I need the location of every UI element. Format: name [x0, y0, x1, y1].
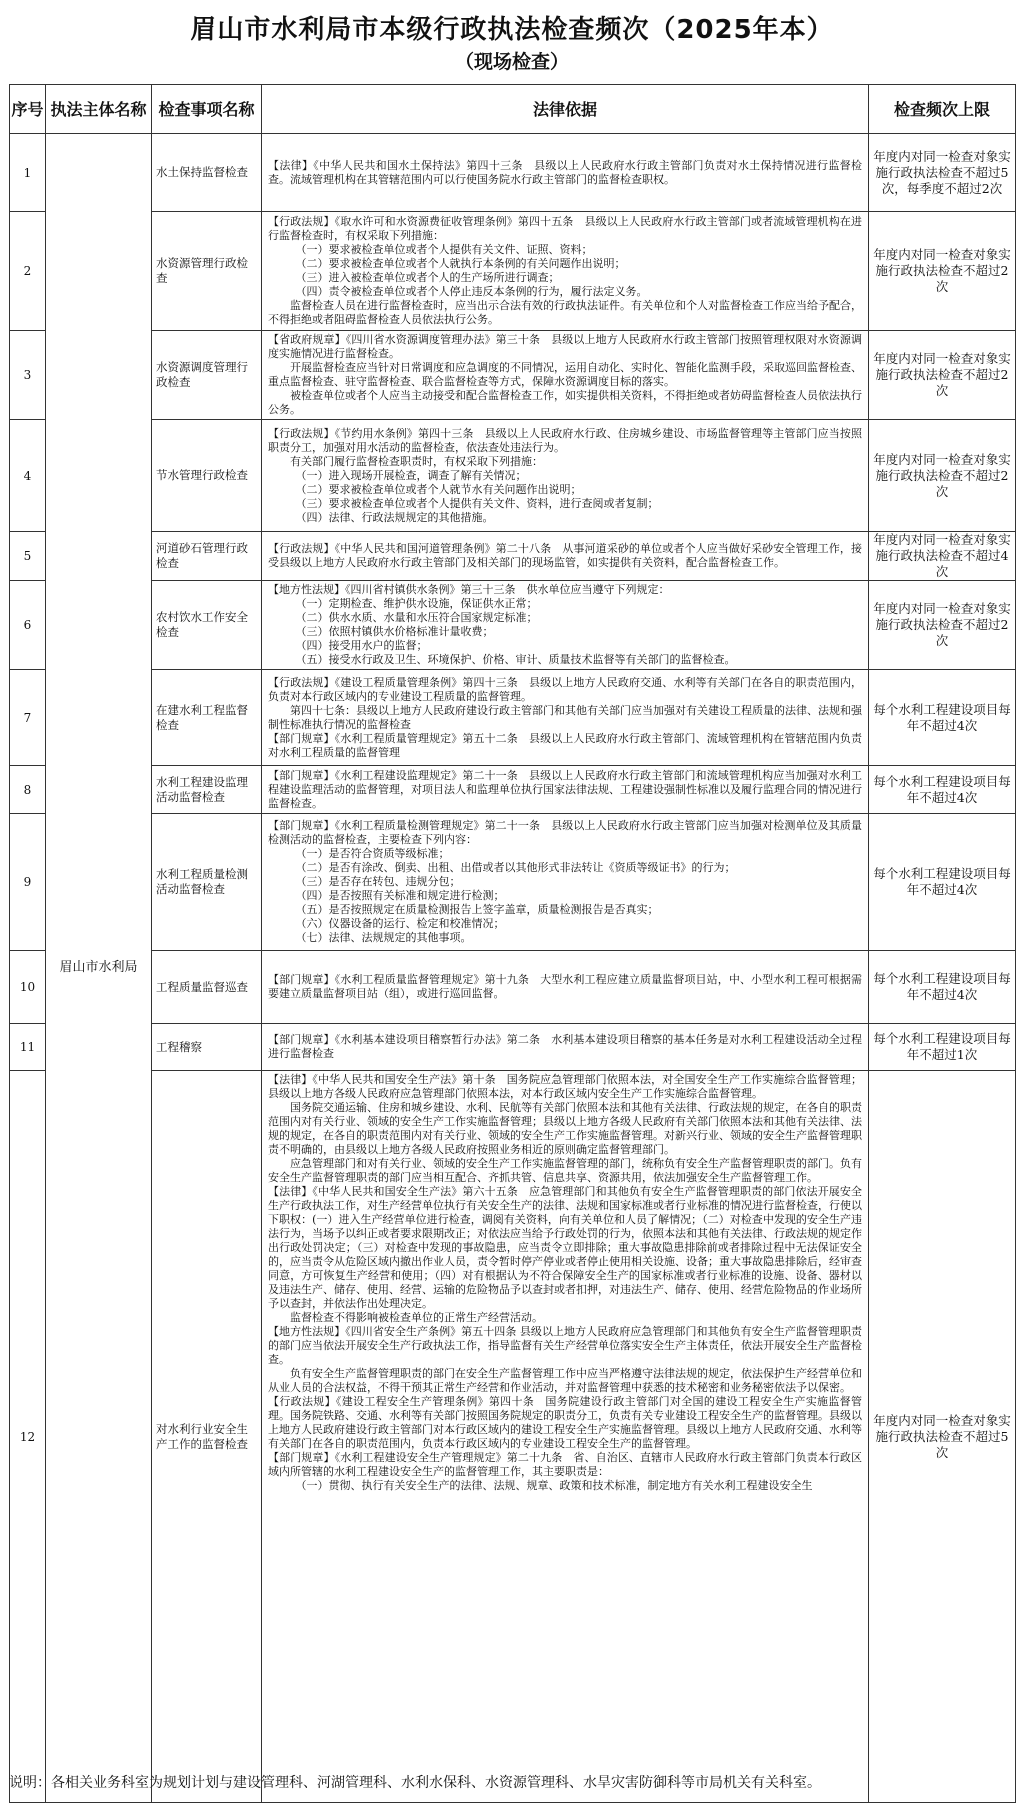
legal-basis-paragraph: （四）责令被检查单位或者个人停止违反本条例的行为，履行法定义务。: [295, 285, 648, 298]
table-row: [10, 134, 1016, 212]
header-freq: 检查频次上限: [869, 85, 1016, 134]
legal-basis-paragraph: 【法律】《中华人民共和国安全生产法》第六十五条 应急管理部门和其他负有安全生产监督管理职责的部门依法开展安全生产行政执法工作，对生产经营单位执行有关安全生产的法律、法规和国家标准或者行业标准的情况进行监督检查，行使以下职权：(一）进入生产经营单位进行检查，调阅有关资料，向有关单位和人员了解情况；（二）对检查中发现的安全生产违法行为，当场予以纠正或者要求限期改正；对依法应当给予行政处罚的行为，依照本法和其他有关法律、行政法规的规定作出行政处罚决定；（三）对检查中发现的事故隐患，应当责令立即排除；重大事故隐患排除前或者排除过程中无法保证安全的，应当责令从危险区域内撤出作业人员，责令暂时停产停业或者停止使用相关设施、设备；重大事故隐患排除后，经审查同意，方可恢复生产经营和使用；（四）对有根据认为不符合保障安全生产的国家标准或者行业标准的设施、设备、器材以及违法生产、储存、使用、经营、运输的危险物品予以查封或者扣押，对违法生产、储存、使用、经营危险物品的作业场所予以查封，并依法作出处理决定。: [268, 1185, 862, 1310]
legal-basis: [262, 670, 869, 766]
legal-basis: [262, 766, 869, 814]
legal-basis-paragraph: （二）要求被检查单位或者个人就节水有关问题作出说明；: [295, 482, 582, 496]
inspection-item: 水资源管理行政检查: [152, 212, 262, 331]
table-header-row: [10, 85, 1016, 134]
legal-basis-paragraph: （三）依照村镇供水价格标准计量收费；: [295, 625, 494, 638]
inspection-item: 水利工程质量检测活动监督检查: [152, 814, 262, 951]
inspection-frequency: 每个水利工程建设项目每年不超过4次: [869, 766, 1016, 814]
document-sheet: [9, 12, 1015, 1803]
legal-basis: [262, 1071, 869, 1803]
legal-basis-paragraph: （一）定期检查、维护供水设施，保证供水正常；: [295, 597, 538, 610]
inspection-item: 水土保持监督检查: [152, 134, 262, 212]
table-row: [10, 331, 1016, 420]
legal-basis-paragraph: 【行政法规】《取水许可和水资源费征收管理条例》第四十五条 县级以上人民政府水行政主管部门或者流域管理机构在进行监督检查时，有权采取下列措施：: [268, 215, 862, 242]
legal-basis-paragraph: （四）是否按照有关标准和规定进行检测；: [295, 889, 505, 902]
row-number: 12: [10, 1071, 46, 1803]
legal-basis: [262, 951, 869, 1024]
table-row: [10, 670, 1016, 766]
table-row: [10, 420, 1016, 532]
legal-basis-paragraph: （四）接受用水户的监督；: [295, 639, 428, 652]
row-number: 10: [10, 951, 46, 1024]
inspection-frequency: 年度内对同一检查对象实施行政执法检查不超过2次: [869, 212, 1016, 331]
inspection-item: 水利工程建设监理活动监督检查: [152, 766, 262, 814]
inspection-frequency: 年度内对同一检查对象实施行政执法检查不超过2次: [869, 581, 1016, 670]
inspection-item: 工程稽察: [152, 1024, 262, 1071]
inspection-item: 工程质量监督巡查: [152, 951, 262, 1024]
inspection-frequency: 年度内对同一检查对象实施行政执法检查不超过2次: [869, 420, 1016, 532]
row-number: 3: [10, 331, 46, 420]
header-no: 序号: [10, 85, 46, 134]
legal-basis-paragraph: 被检查单位或者个人应当主动接受和配合监督检查工作，如实提供相关资料，不得拒绝或者妨碍监督检查人员依法执行公务。: [268, 389, 862, 416]
table-body: [10, 134, 1016, 1803]
inspection-item: 水资源调度管理行政检查: [152, 331, 262, 420]
row-number: 11: [10, 1024, 46, 1071]
legal-basis-paragraph: 监督检查人员在进行监督检查时，应当出示合法有效的行政执法证件。有关单位和个人对监督检查工作应当给予配合，不得拒绝或者阻碍监督检查人员依法执行公务。: [268, 299, 862, 326]
legal-basis-paragraph: 国务院交通运输、住房和城乡建设、水利、民航等有关部门依照本法和其他有关法律、行政法规的规定，在各自的职责范围内对有关行业、领域的安全生产工作实施监督管理；县级以上地方各级人民政府有关部门依照本法和其他有关法律、法规的规定，在各自的职责范围内对有关行业、领域的安全生产工作实施监督管理。对新兴行业、领域的安全生产监督管理职责不明确的，由县级以上地方各级人民政府按照业务相近的原则确定监督管理部门。: [268, 1101, 862, 1156]
inspection-frequency: 年度内对同一检查对象实施行政执法检查不超过5次: [869, 1071, 1016, 1803]
legal-basis: [262, 1024, 869, 1071]
legal-basis-paragraph: （一）进入现场开展检查，调查了解有关情况；: [295, 468, 527, 482]
legal-basis-paragraph: 【部门规章】《水利工程建设监理规定》第二十一条 县级以上人民政府水行政主管部门和流域管理机构应当加强对水利工程建设监理活动的监督管理，对项目法人和监理单位执行国家法律法规、工程建设强制性标准以及履行监理合同的情况进行监督检查。: [268, 768, 862, 810]
row-number: 2: [10, 212, 46, 331]
table-row: [10, 212, 1016, 331]
inspection-item: 河道砂石管理行政检查: [152, 532, 262, 581]
inspection-table: [9, 84, 1016, 1803]
table-row: [10, 1024, 1016, 1071]
legal-basis-paragraph: （二）是否有涂改、倒卖、出租、出借或者以其他形式非法转让《资质等级证书》的行为；: [295, 861, 736, 874]
legal-basis-paragraph: 有关部门履行监督检查职责时，有权采取下列措施：: [290, 454, 543, 468]
legal-basis-paragraph: 【法律】《中华人民共和国安全生产法》第十条 国务院应急管理部门依照本法，对全国安全生产工作实施综合监督管理；县级以上地方各级人民政府应急管理部门依照本法，对本行政区域内安全生产工作实施综合监督管理。: [268, 1073, 862, 1100]
legal-basis-paragraph: 【部门规章】《水利工程质量管理规定》第五十二条 县级以上人民政府水行政主管部门、流域管理机构在管辖范围内负责对水利工程质量的监督管理: [268, 731, 862, 759]
inspection-frequency: 每个水利工程建设项目每年不超过4次: [869, 670, 1016, 766]
legal-basis-paragraph: 【部门规章】《水利工程质量监督管理规定》第十九条 大型水利工程应建立质量监督项目站，中、小型水利工程可根据需要建立质量监督项目站（组），或进行巡回监督。: [268, 973, 862, 1000]
legal-basis-paragraph: （五）是否按照规定在质量检测报告上签字盖章，质量检测报告是否真实；: [295, 903, 659, 916]
header-basis: 法律依据: [262, 85, 869, 134]
row-number: 9: [10, 814, 46, 951]
inspection-frequency: 每个水利工程建设项目每年不超过4次: [869, 814, 1016, 951]
legal-basis-paragraph: （七）法律、法规规定的其他事项。: [295, 931, 472, 944]
legal-basis-paragraph: 【地方性法规】《四川省村镇供水条例》第三十三条 供水单位应当遵守下列规定：: [268, 583, 670, 596]
inspection-frequency: 年度内对同一检查对象实施行政执法检查不超过5次，每季度不超过2次: [869, 134, 1016, 212]
legal-basis-paragraph: 【省政府规章】《四川省水资源调度管理办法》第三十条 县级以上地方人民政府水行政主管部门按照管理权限对水资源调度实施情况进行监督检查。: [268, 333, 862, 360]
header-subject: 执法主体名称: [46, 85, 152, 134]
enforcement-subject: 眉山市水利局: [46, 134, 152, 1803]
legal-basis: [262, 331, 869, 420]
legal-basis-paragraph: 【法律】《中华人民共和国水土保持法》第四十三条 县级以上人民政府水行政主管部门负责对水土保持情况进行监督检查。流域管理机构在其管辖范围内可以行使国务院水行政主管部门的监督检查职权。: [268, 158, 862, 186]
legal-basis-paragraph: 【行政法规】《建设工程质量管理条例》第四十三条 县级以上地方人民政府交通、水利等有关部门在各自的职责范围内，负责对本行政区域内的专业建设工程质量的监督管理。: [268, 675, 862, 703]
legal-basis-paragraph: （五）接受水行政及卫生、环境保护、价格、审计、质量技术监督等有关部门的监督检查。: [295, 653, 736, 666]
legal-basis-paragraph: 【部门规章】《水利工程质量检测管理规定》第二十一条 县级以上人民政府水行政主管部门应当加强对检测单位及其质量检测活动的监督检查，主要检查下列内容：: [268, 819, 862, 846]
footnote: 说明：各相关业务科室为规划计划与建设管理科、河湖管理科、水利水保科、水资源管理科、水旱灾害防御科等市局机关有关科室。: [9, 1775, 821, 1791]
table-row: [10, 766, 1016, 814]
legal-basis: [262, 532, 869, 581]
row-number: 5: [10, 532, 46, 581]
legal-basis: [262, 134, 869, 212]
legal-basis-paragraph: （一）贯彻、执行有关安全生产的法律、法规、规章、政策和技术标准，制定地方有关水利工程建设安全生: [295, 1479, 813, 1492]
legal-basis-paragraph: 【行政法规】《中华人民共和国河道管理条例》第二十八条 从事河道采砂的单位或者个人应当做好采砂安全管理工作，接受县级以上地方人民政府水行政主管部门及相关部门的现场监管，如实提供有关资料，配合监督检查工作。: [268, 542, 862, 569]
inspection-item: 农村饮水工作安全检查: [152, 581, 262, 670]
legal-basis-paragraph: 【部门规章】《水利工程建设安全生产管理规定》第二十九条 省、自治区、直辖市人民政府水行政主管部门负责本行政区域内所管辖的水利工程建设安全生产的监督管理工作，其主要职责是：: [268, 1451, 862, 1478]
legal-basis-paragraph: （三）是否存在转包、违规分包；: [295, 875, 461, 888]
inspection-frequency: 年度内对同一检查对象实施行政执法检查不超过2次: [869, 331, 1016, 420]
table-row: [10, 1071, 1016, 1803]
legal-basis-paragraph: 【行政法规】《建设工程安全生产管理条例》第四十条 国务院建设行政主管部门对全国的建设工程安全生产实施监督管理。国务院铁路、交通、水利等有关部门按照国务院规定的职责分工，负责有关专业建设工程安全生产的监督管理。县级以上地方人民政府建设行政主管部门对本行政区域内的建设工程安全生产实施监督管理。县级以上地方人民政府交通、水利等有关部门在各自的职责范围内，负责本行政区域内的专业建设工程安全生产的监督管理。: [268, 1395, 862, 1450]
legal-basis-paragraph: 应急管理部门和对有关行业、领域的安全生产工作实施监督管理的部门，统称负有安全生产监督管理职责的部门。负有安全生产监督管理职责的部门应当相互配合、齐抓共管、信息共享、资源共用，依法加强安全生产监督管理工作。: [268, 1157, 862, 1184]
legal-basis-paragraph: 【部门规章】《水利基本建设项目稽察暂行办法》第二条 水利基本建设项目稽察的基本任务是对水利工程建设活动全过程进行监督检查: [268, 1033, 862, 1060]
row-number: 7: [10, 670, 46, 766]
table-row: [10, 532, 1016, 581]
page-subtitle: （现场检查）: [454, 51, 569, 73]
legal-basis-paragraph: （二）要求被检查单位或者个人就执行本条例的有关问题作出说明；: [295, 257, 626, 270]
legal-basis-paragraph: （三）要求被检查单位或者个人提供有关文件、资料，进行查阅或者复制；: [295, 496, 659, 510]
header-item: 检查事项名称: [152, 85, 262, 134]
legal-basis-paragraph: 【行政法规】《节约用水条例》第四十三条 县级以上人民政府水行政、住房城乡建设、市场监督管理等主管部门应当按照职责分工，加强对用水活动的监督检查，依法查处违法行为。: [268, 426, 862, 454]
row-number: 8: [10, 766, 46, 814]
legal-basis-paragraph: （一）是否符合资质等级标准；: [295, 847, 450, 860]
legal-basis: [262, 581, 869, 670]
legal-basis-paragraph: （一）要求被检查单位或者个人提供有关文件、证照、资料；: [295, 243, 593, 256]
legal-basis-paragraph: 【地方性法规】《四川省安全生产条例》第五十四条 县级以上地方人民政府应急管理部门和其他负有安全生产监督管理职责的部门应当依法开展安全生产行政执法工作，指导监督有关生产经营单位落实安全生产主体责任，依法开展安全生产监督检查。: [268, 1325, 862, 1366]
legal-basis-paragraph: 第四十七条：县级以上地方人民政府建设行政主管部门和其他有关部门应当加强对有关建设工程质量的法律、法规和强制性标准执行情况的监督检查: [268, 703, 862, 731]
legal-basis-paragraph: （三）进入被检查单位或者个人的生产场所进行调查；: [295, 271, 560, 284]
legal-basis: [262, 814, 869, 951]
inspection-frequency: 年度内对同一检查对象实施行政执法检查不超过4次: [869, 532, 1016, 581]
row-number: 6: [10, 581, 46, 670]
legal-basis-paragraph: 监督检查不得影响被检查单位的正常生产经营活动。: [290, 1311, 543, 1324]
table-row: [10, 814, 1016, 951]
row-number: 4: [10, 420, 46, 532]
page-title: 眉山市水利局市本级行政执法检查频次（2025年本）: [190, 15, 834, 45]
legal-basis-paragraph: 开展监督检查应当针对日常调度和应急调度的不同情况，运用自动化、实时化、智能化监测手段，采取巡回监督检查、重点监督检查、驻守监督检查、联合监督检查等方式，保障水资源调度目标的落实。: [268, 361, 862, 388]
legal-basis: [262, 212, 869, 331]
legal-basis-paragraph: （四）法律、行政法规规定的其他措施。: [295, 510, 494, 524]
table-row: [10, 581, 1016, 670]
legal-basis: [262, 420, 869, 532]
inspection-item: 在建水利工程监督检查: [152, 670, 262, 766]
inspection-frequency: 每个水利工程建设项目每年不超过4次: [869, 951, 1016, 1024]
inspection-frequency: 每个水利工程建设项目每年不超过1次: [869, 1024, 1016, 1071]
row-number: 1: [10, 134, 46, 212]
legal-basis-paragraph: （六）仪器设备的运行、检定和校准情况；: [295, 917, 505, 930]
inspection-item: 节水管理行政检查: [152, 420, 262, 532]
inspection-item: 对水利行业安全生产工作的监督检查: [152, 1071, 262, 1803]
legal-basis-paragraph: 负有安全生产监督管理职责的部门在安全生产监督管理工作中应当严格遵守法律法规的规定，依法保护生产经营单位和从业人员的合法权益，不得干预其正常生产经营和作业活动，并对监督管理中获悉的技术秘密和业务秘密依法予以保密。: [268, 1367, 862, 1394]
table-row: [10, 951, 1016, 1024]
legal-basis-paragraph: （二）供水水质、水量和水压符合国家规定标准；: [295, 611, 538, 624]
